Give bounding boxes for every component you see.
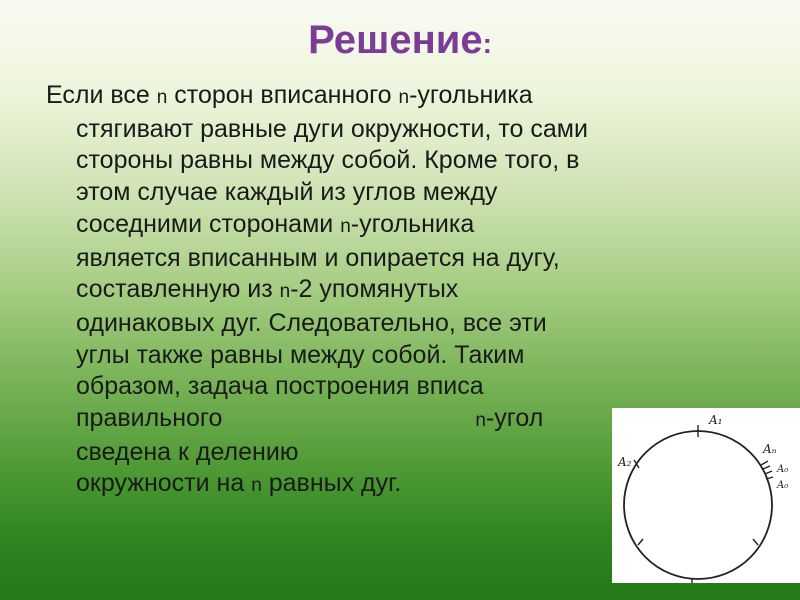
- label-an: Aₙ: [763, 442, 777, 456]
- circle-diagram: [612, 408, 800, 583]
- tick-an-1: [761, 461, 768, 465]
- tick-bottom-right: [753, 539, 758, 545]
- text-line-5: соседними сторонами n-угольника: [76, 209, 475, 238]
- title-colon: :: [482, 28, 492, 59]
- text-line-3: стороны равны между собой. Кроме того, в: [76, 146, 580, 175]
- label-a2: A₂: [618, 455, 632, 469]
- tick-an-2: [763, 466, 770, 469]
- circle-diagram-svg: [612, 408, 800, 583]
- label-a0-bottom: A₀: [777, 480, 789, 491]
- text-line-7: составленную из n-2 упомянутых: [76, 275, 459, 304]
- label-a0-top: A₀: [777, 464, 789, 475]
- text-line-10: образом, задача построения вписа: [76, 372, 484, 401]
- circle: [624, 431, 772, 579]
- text-line-2: стягивают равные дуги окружности, то сами: [76, 114, 588, 143]
- label-a1: A₁: [709, 413, 723, 427]
- text-line-4: этом случае каждый из углов между: [76, 178, 498, 207]
- text-line-12: сведена к делению: [76, 437, 299, 466]
- text-line-9: углы также равны между собой. Таким: [76, 340, 525, 369]
- text-line-6: является вписанным и опирается на дугу,: [76, 243, 560, 272]
- title-text: Решение: [308, 18, 483, 62]
- text-line-8: одинаковых дуг. Следовательно, все эти: [76, 308, 547, 337]
- text-line-1: Если все n сторон вписанного n-угольника: [46, 81, 533, 109]
- text-line-13: окружности на n равных дуг.: [76, 469, 402, 498]
- tick-bottom-left: [638, 539, 643, 545]
- slide-title: [0, 18, 800, 63]
- text-line-11: правильного n-угол: [76, 404, 544, 433]
- tick-an-3: [765, 471, 772, 474]
